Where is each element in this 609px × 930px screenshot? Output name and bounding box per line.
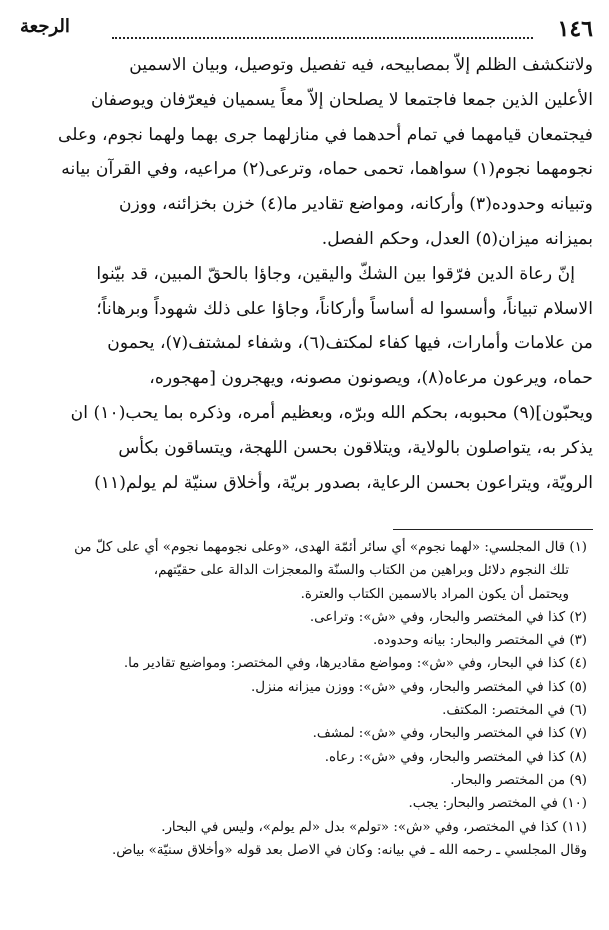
footnote-continuation: ويحتمل أن يكون المراد بالاسمين الكتاب والعترة. bbox=[300, 586, 569, 602]
body-line: من علامات وأمارات، فيها كفاء لمكتف(٦)، وشفاء لمشتف(٧)، يحمون bbox=[107, 333, 593, 354]
body-line: ويحبّون](٩) محبوبه، بحكم الله وبرّه، وبعظيم أمره، وذكره بما يحب(١٠) ان bbox=[70, 402, 593, 423]
body-line: الرويّة، ويتراعون بحسن الرعاية، بصدور بريّة، وأخلاق سنيّة لم يولم(١١) bbox=[94, 472, 593, 493]
running-header bbox=[20, 10, 593, 44]
header-dotted-rule bbox=[112, 37, 533, 39]
footnote: (١٠) في المختصر والبحار: يجب. bbox=[408, 796, 587, 812]
footnote-continuation: تلك النجوم دلائل وبراهين من الكتاب والسنّة والمعجزات الدالة على حقيّتهم، bbox=[153, 563, 569, 579]
body-line: ولاتنكشف الظلم إلاّ بمصابيحه، فيه تفصيل وتوصيل، وبيان الاسمين bbox=[129, 55, 593, 75]
body-line: بميزانه ميزان(٥) العدل، وحكم الفصل. bbox=[321, 228, 593, 249]
body-line: فيجتمعان قيامهما في تمام أحدهما في منازلهما جرى بهما ولهما نجوم، وعلى bbox=[57, 124, 593, 145]
body-line: الأعلين الذين جمعا فاجتمعا لا يصلحان إلاّ معاً يسميان فيعرّفان ويوصفان bbox=[90, 89, 593, 110]
footnote: (٣) في المختصر والبحار: بيانه وحدوده. bbox=[373, 633, 587, 649]
footnote: (٩) من المختصر والبحار. bbox=[450, 772, 587, 788]
footnote-continuation: وقال المجلسي ـ رحمه الله ـ في بيانه: وكان في الاصل بعد قوله «وأخلاق سنيّة» بياض. bbox=[112, 842, 587, 858]
book-page bbox=[20, 10, 593, 858]
footnote: (٥) كذا في المختصر والبحار، وفي «ش»: ووزن ميزانه منزل. bbox=[250, 679, 587, 695]
main-text bbox=[20, 48, 593, 500]
footnote-separator bbox=[393, 529, 593, 530]
body-line: الاسلام تبياناً، وأسسوا له أساساً وأركاناً، وجاؤا على ذلك شهوداً وبرهاناً؛ bbox=[96, 298, 593, 319]
footnote: (٨) كذا في المختصر والبحار، وفي «ش»: رعاه. bbox=[324, 749, 587, 765]
body-line: إنّ رعاة الدين فرّقوا بين الشكّ واليقين، وجاؤا بالحقّ المبين، قد بيّنوا bbox=[96, 263, 575, 284]
body-line: حماه، ويرعون مرعاه(٨)، ويصونون مصونه، ويهجرون [مهجوره، bbox=[149, 368, 593, 389]
running-title: الرجعة bbox=[20, 16, 70, 37]
footnote: (٤) كذا في البحار، وفي «ش»: ومواضع مقاديرها، وفي المختصر: ومواضيع تقادير ما. bbox=[123, 656, 587, 672]
footnote: (٦) في المختصر: المكتف. bbox=[442, 703, 587, 719]
page-number: ١٤٦ bbox=[557, 16, 593, 42]
body-line: وتبيانه وحدوده(٣) وأركانه، ومواضع تقادير ما(٤) خزن بخزائنه، ووزن bbox=[118, 194, 593, 215]
body-line: نجومهما نجوم(١) سواهما، تحمى حماه، وترعى(٢) مراعيه، وفي القرآن بيانه bbox=[61, 159, 593, 180]
footnote: (٢) كذا في المختصر والبحار، وفي «ش»: وتراعى. bbox=[309, 609, 587, 625]
footnote: (٧) كذا في المختصر والبحار، وفي «ش»: لمشف. bbox=[312, 726, 587, 742]
footnote: (١) قال المجلسي: «لهما نجوم» أي سائر أئمّة الهدى، «وعلى نجومهما نجوم» أي على كلّ من bbox=[74, 540, 587, 555]
footnotes bbox=[20, 536, 593, 862]
footnote: (١١) كذا في المختصر، وفي «ش»: «تولم» بدل «لم يولم»، وليس في البحار. bbox=[161, 819, 587, 835]
body-line: يذكر به، يتواصلون بالولاية، ويتلاقون بحسن اللهجة، ويتساقون بكأس bbox=[118, 437, 593, 458]
